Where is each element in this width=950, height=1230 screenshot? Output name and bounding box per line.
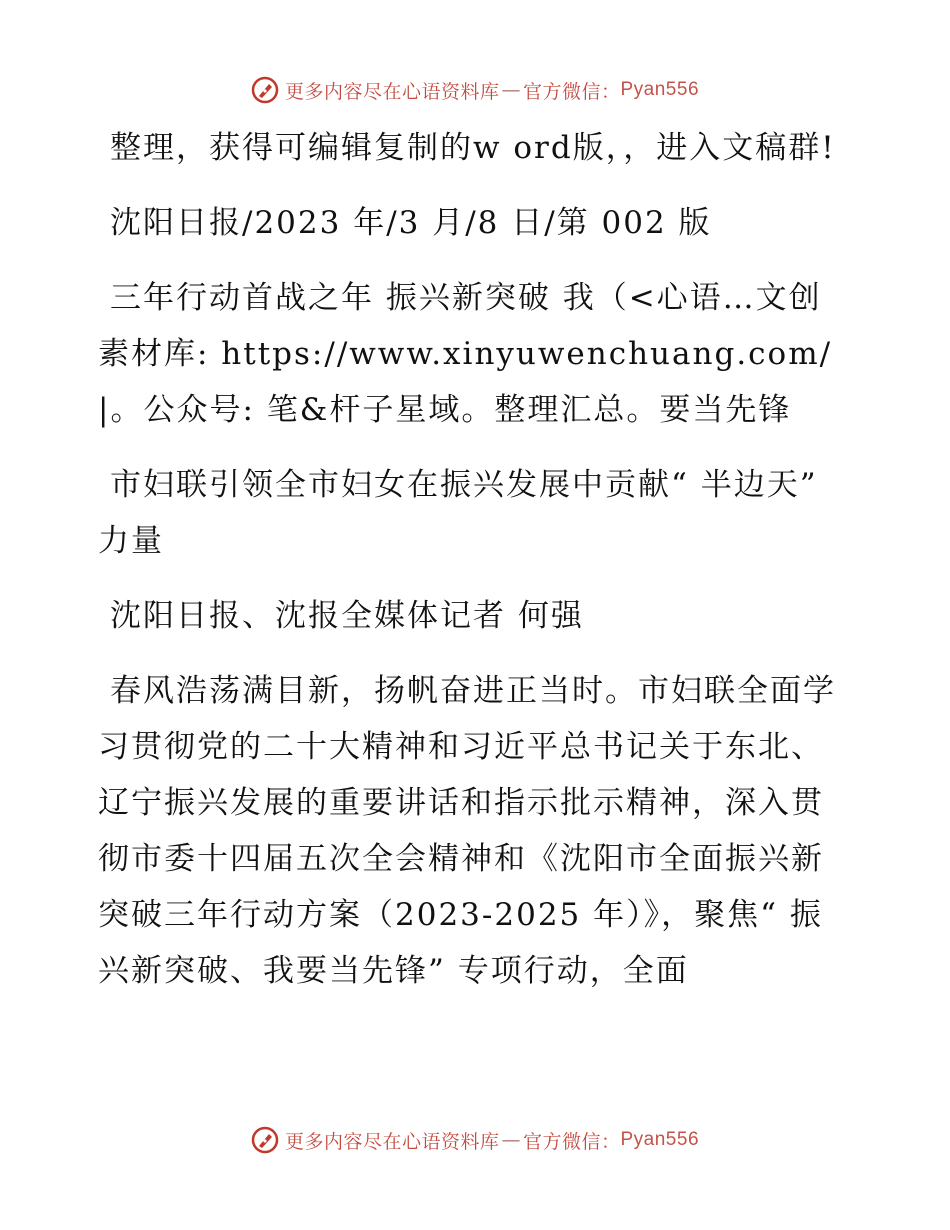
watermark-label: 官方微信： xyxy=(522,80,621,103)
paragraph-headline: 三年行动首战之年 振兴新突破 我（<心语…文创素材库: https://www.xinyuwenchuang.com/|。公众号: 笔&杆子星域。整理汇总。要当先锋 xyxy=(98,280,833,428)
watermark-separator: — xyxy=(501,1129,521,1151)
watermark-site-text: 更多内容尽在心语资料库 xyxy=(284,1130,500,1153)
pen-nib-circle-icon xyxy=(251,1126,279,1154)
header-watermark xyxy=(0,70,950,110)
paragraph-intro: 整理，获得可编辑复制的w ord版，，进入文稿群! xyxy=(110,130,836,166)
paragraph-body: 春风浩荡满目新，扬帆奋进正当时。市妇联全面学习贯彻党的二十大精神和习近平总书记关于东北、辽宁振兴发展的重要讲话和指示批示精神，深入贯彻市委十四届五次全会精神和《沈阳市全面振兴新突破三年行动方案（2023-2025 年）》，聚焦“ 振兴新突破、我要当先锋” 专项行动，全面 xyxy=(98,673,836,989)
footer-watermark xyxy=(0,1120,950,1160)
watermark-handle: Pyan556 xyxy=(620,1129,700,1150)
watermark-label: 官方微信： xyxy=(522,1130,621,1153)
watermark-handle: Pyan556 xyxy=(620,79,700,100)
paragraph-subheadline: 市妇联引领全市妇女在振兴发展中贡献“ 半边天” 力量 xyxy=(98,467,818,559)
document-body xyxy=(98,120,850,1018)
paragraph-source: 沈阳日报/2023 年/3 月/8 日/第 002 版 xyxy=(110,205,712,241)
watermark-separator: — xyxy=(501,79,521,101)
paragraph-byline: 沈阳日报、沈报全媒体记者 何强 xyxy=(110,598,584,634)
watermark-site-text: 更多内容尽在心语资料库 xyxy=(284,80,500,103)
pen-nib-circle-icon xyxy=(251,76,279,104)
